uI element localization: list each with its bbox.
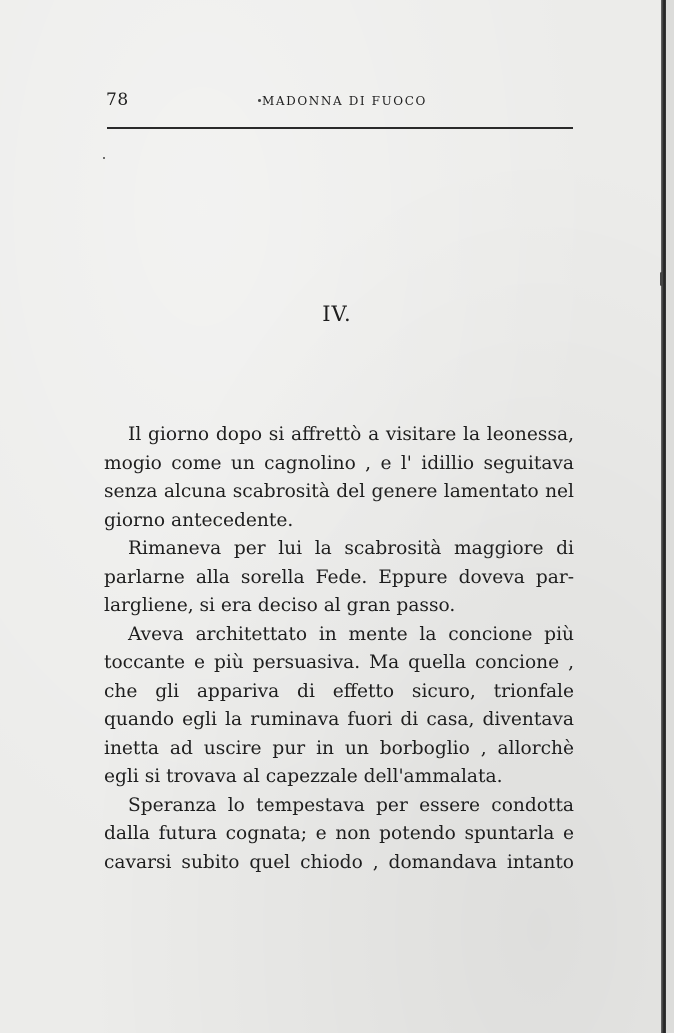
header-rule — [107, 127, 573, 129]
paragraph-3: Aveva architettato in mente la concione più toccante e più persuasiva. Ma quella concione , che gli appariva di effetto sicuro, trionfale quando egli la ruminava fuori di casa, diventava inetta ad uscire pur in un borboglio , allorchè egli si trovava al capezzale dell'ammalata. — [104, 623, 574, 787]
print-speck — [258, 99, 261, 102]
chapter-heading: IV. — [322, 302, 352, 326]
paragraph-2: Rimaneva per lui la scabrosità maggiore di parlarne alla sorella Fede. Eppure doveva par-largliene, si era deciso al gran passo. — [104, 538, 574, 616]
paragraph-4: Speranza lo tempestava per essere condotta dalla futura cognata; e non potendo spuntarla e cavarsi subito quel chiodo , domandava intanto — [104, 794, 574, 873]
print-speck — [660, 272, 663, 286]
running-title: MADONNA DI FUOCO — [262, 94, 427, 108]
book-spine-shadow — [661, 0, 666, 1033]
page-number: 78 — [106, 90, 129, 110]
paragraph-1: Il giorno dopo si affrettò a visitare la leonessa, mogio come un cagnolino , e l' idillio seguitava senza alcuna scabrosità del genere lamentato nel giorno antecedente. — [104, 424, 574, 531]
page-edge — [666, 0, 674, 1033]
body-text — [104, 421, 574, 877]
print-speck — [103, 157, 105, 159]
